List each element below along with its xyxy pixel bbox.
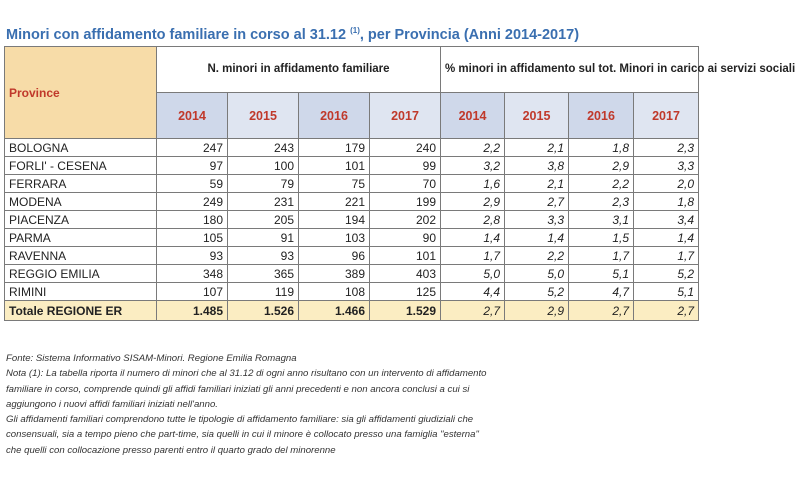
percent-cell: 5,0 xyxy=(505,265,569,283)
count-group-header: N. minori in affidamento familiare xyxy=(157,47,441,93)
table-row xyxy=(5,157,699,175)
province-cell: REGGIO EMILIA xyxy=(5,265,157,283)
percent-cell: 2,7 xyxy=(569,301,634,321)
count-cell: 249 xyxy=(157,193,228,211)
percent-cell: 2,7 xyxy=(634,301,699,321)
year-header: 2015 xyxy=(505,93,569,139)
percent-cell: 4,4 xyxy=(441,283,505,301)
count-cell: 59 xyxy=(157,175,228,193)
percent-cell: 1,6 xyxy=(441,175,505,193)
percent-cell: 1,4 xyxy=(505,229,569,247)
province-cell: PARMA xyxy=(5,229,157,247)
percent-cell: 2,9 xyxy=(569,157,634,175)
year-header: 2014 xyxy=(157,93,228,139)
footnotes xyxy=(6,351,696,458)
count-cell: 247 xyxy=(157,139,228,157)
province-cell: FORLI' - CESENA xyxy=(5,157,157,175)
year-header: 2017 xyxy=(634,93,699,139)
count-cell: 1.529 xyxy=(370,301,441,321)
percent-cell: 2,3 xyxy=(634,139,699,157)
percent-cell: 1,4 xyxy=(634,229,699,247)
percent-cell: 2,7 xyxy=(505,193,569,211)
year-header: 2015 xyxy=(228,93,299,139)
table-row xyxy=(5,175,699,193)
count-cell: 179 xyxy=(299,139,370,157)
count-cell: 79 xyxy=(228,175,299,193)
percent-cell: 5,0 xyxy=(441,265,505,283)
note-line: Gli affidamenti familiari comprendono tutte le tipologie di affidamento familiare: sia gli affidamenti giudiziali che xyxy=(6,414,474,426)
percent-cell: 5,1 xyxy=(634,283,699,301)
percent-cell: 5,1 xyxy=(569,265,634,283)
province-cell: FERRARA xyxy=(5,175,157,193)
count-cell: 221 xyxy=(299,193,370,211)
count-cell: 205 xyxy=(228,211,299,229)
title-text: Minori con affidamento familiare in corso al 31.12 xyxy=(6,27,347,43)
province-cell: RAVENNA xyxy=(5,247,157,265)
province-header: Province xyxy=(5,47,157,139)
count-cell: 389 xyxy=(299,265,370,283)
count-cell: 243 xyxy=(228,139,299,157)
percent-cell: 2,1 xyxy=(505,139,569,157)
count-cell: 75 xyxy=(299,175,370,193)
percent-cell: 2,8 xyxy=(441,211,505,229)
title-note-ref: (1) xyxy=(350,26,360,35)
percent-cell: 1,7 xyxy=(569,247,634,265)
source-note: Fonte: Sistema Informativo SISAM-Minori. Regione Emilia Romagna xyxy=(6,353,297,364)
count-cell: 99 xyxy=(370,157,441,175)
percent-cell: 3,1 xyxy=(569,211,634,229)
province-cell: MODENA xyxy=(5,193,157,211)
count-cell: 101 xyxy=(370,247,441,265)
percent-cell: 1,7 xyxy=(441,247,505,265)
count-cell: 97 xyxy=(157,157,228,175)
table-body xyxy=(5,139,699,321)
table-row xyxy=(5,193,699,211)
count-cell: 1.466 xyxy=(299,301,370,321)
count-cell: 101 xyxy=(299,157,370,175)
count-cell: 91 xyxy=(228,229,299,247)
percent-cell: 2,3 xyxy=(569,193,634,211)
percent-cell: 3,3 xyxy=(634,157,699,175)
count-cell: 1.526 xyxy=(228,301,299,321)
count-cell: 403 xyxy=(370,265,441,283)
percent-cell: 3,8 xyxy=(505,157,569,175)
table-row xyxy=(5,283,699,301)
count-cell: 93 xyxy=(228,247,299,265)
note-line: aggiungono i nuovi affidi familiari iniziati nell'anno. xyxy=(6,398,218,410)
count-cell: 240 xyxy=(370,139,441,157)
percent-cell: 5,2 xyxy=(634,265,699,283)
percent-cell: 2,0 xyxy=(634,175,699,193)
count-cell: 103 xyxy=(299,229,370,247)
count-cell: 199 xyxy=(370,193,441,211)
count-cell: 96 xyxy=(299,247,370,265)
year-header: 2016 xyxy=(299,93,370,139)
province-cell: BOLOGNA xyxy=(5,139,157,157)
percent-cell: 2,7 xyxy=(441,301,505,321)
province-cell: PIACENZA xyxy=(5,211,157,229)
percent-cell: 3,4 xyxy=(634,211,699,229)
percent-cell: 1,7 xyxy=(634,247,699,265)
total-row xyxy=(5,301,699,321)
percent-cell: 1,8 xyxy=(634,193,699,211)
count-cell: 100 xyxy=(228,157,299,175)
table-row xyxy=(5,229,699,247)
note-line: familiare in corso, comprende quindi gli affidi familiari iniziati gli anni precedenti e non ancora conclusi a cui si xyxy=(6,383,470,395)
count-cell: 93 xyxy=(157,247,228,265)
count-cell: 1.485 xyxy=(157,301,228,321)
count-cell: 365 xyxy=(228,265,299,283)
province-cell: RIMINI xyxy=(5,283,157,301)
table-row xyxy=(5,139,699,157)
count-cell: 125 xyxy=(370,283,441,301)
percent-cell: 3,3 xyxy=(505,211,569,229)
count-cell: 90 xyxy=(370,229,441,247)
percent-cell: 2,9 xyxy=(441,193,505,211)
note-line: consensuali, sia a tempo pieno che part-time, sia quelli in cui il minore è collocato presso una famiglia "esterna" xyxy=(6,429,479,441)
count-cell: 119 xyxy=(228,283,299,301)
percent-cell: 2,1 xyxy=(505,175,569,193)
table-row xyxy=(5,211,699,229)
pct-group-header: % minori in affidamento sul tot. Minori in carico ai servizi sociali xyxy=(441,47,699,93)
percent-cell: 2,9 xyxy=(505,301,569,321)
percent-cell: 2,2 xyxy=(441,139,505,157)
table-title xyxy=(6,26,696,43)
count-cell: 70 xyxy=(370,175,441,193)
percent-cell: 3,2 xyxy=(441,157,505,175)
percent-cell: 1,5 xyxy=(569,229,634,247)
count-cell: 194 xyxy=(299,211,370,229)
count-cell: 105 xyxy=(157,229,228,247)
count-cell: 231 xyxy=(228,193,299,211)
count-cell: 107 xyxy=(157,283,228,301)
count-cell: 202 xyxy=(370,211,441,229)
count-cell: 180 xyxy=(157,211,228,229)
year-header: 2016 xyxy=(569,93,634,139)
percent-cell: 1,4 xyxy=(441,229,505,247)
note-line: Nota (1): La tabella riporta il numero di minori che al 31.12 di ogni anno risultano con un intervento di affidamento xyxy=(6,368,487,380)
percent-cell: 2,2 xyxy=(505,247,569,265)
percent-cell: 1,8 xyxy=(569,139,634,157)
percent-cell: 5,2 xyxy=(505,283,569,301)
province-cell: Totale REGIONE ER xyxy=(5,301,157,321)
year-header: 2017 xyxy=(370,93,441,139)
count-cell: 108 xyxy=(299,283,370,301)
data-table xyxy=(4,46,795,321)
note-line: che quelli con collocazione presso parenti entro il quarto grado del minorenne xyxy=(6,444,336,456)
count-cell: 348 xyxy=(157,265,228,283)
percent-cell: 4,7 xyxy=(569,283,634,301)
table-row xyxy=(5,265,699,283)
title-suffix: , per Provincia (Anni 2014-2017) xyxy=(359,27,580,43)
percent-cell: 2,2 xyxy=(569,175,634,193)
year-header: 2014 xyxy=(441,93,505,139)
table-row xyxy=(5,247,699,265)
